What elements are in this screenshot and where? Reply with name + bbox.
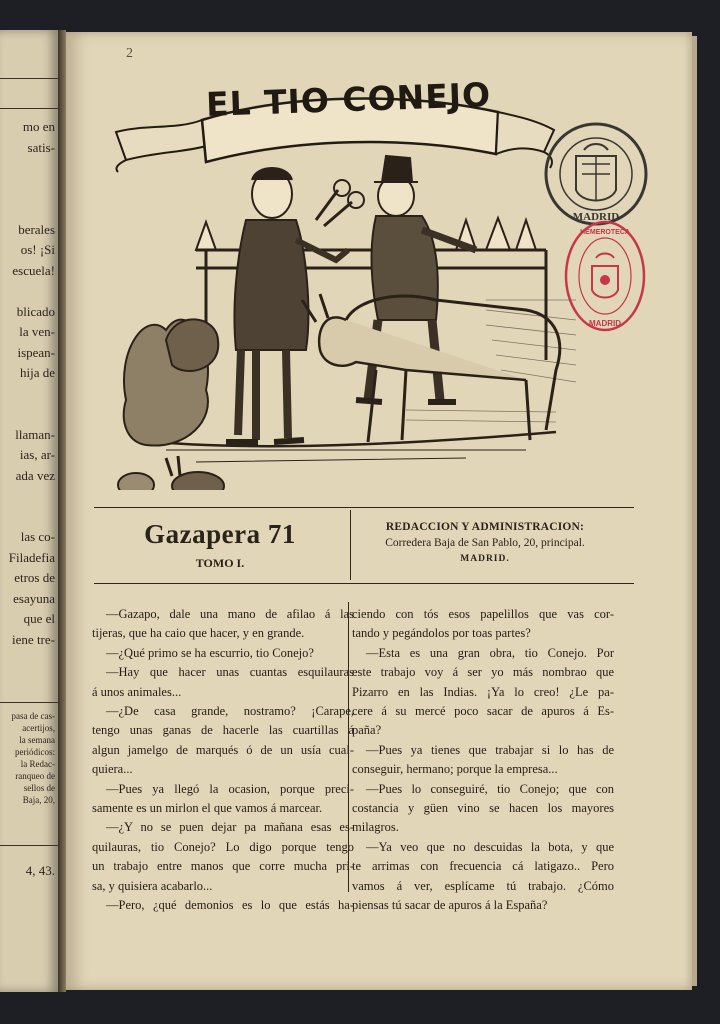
article-line: tengo unas ganas de hacerle las cuartillas á [92,723,354,738]
masthead-title: EL TIO CONEJO [205,75,492,124]
left-page-line: os! ¡Si [20,242,55,257]
left-page-line: iene tre- [12,631,55,647]
left-page-line: esayuna [13,590,55,606]
header-top-rule [94,507,634,508]
left-page-line: que el [23,611,55,626]
left-page-rule [0,702,58,703]
article-line: tijeras, que ha caio que hacer, y en grande. [92,626,305,641]
left-page-line: escuela! [12,262,55,278]
article-line: vamos á ver, esplícame tú trabajo. ¿Cómo [352,878,614,893]
article-line: á unos animales... [92,684,182,699]
left-page-small-line: la semana [19,735,55,745]
article-line: sa, y quisiera acabarlo... [92,878,213,893]
left-page-line: hija de [19,365,55,380]
page-edge [692,36,697,986]
article-line: costancia y güen vino se hacen los mayores [352,801,614,816]
article-line: —¿Qué primo se ha escurrio, tio Conejo? [106,645,314,660]
article-line: Pizarro en las Indias. ¡Ya lo creo! ¿Le pa- [352,684,614,699]
left-page-line: blicado [16,303,55,319]
header-divider [350,510,351,580]
illustration-engraving [106,150,586,490]
article-line: samente es un mirlon el que vamos á marcear. [92,801,323,816]
article-line: —¿Y no se puen dejar pa mañana esas es- [106,820,354,835]
newspaper-page [66,32,692,990]
article-line: —Pues lo conseguiré, tio Conejo; que con [366,781,614,796]
left-page-line: etros de [14,570,55,585]
page-number: 2 [126,46,133,61]
article-line: un trabajo entre manos que corre mucha pri- [92,859,354,874]
article-line: —Hay que hacer unas cuantas esquilauras [106,665,354,680]
article-line: —Pues ya llegó la ocasion, porque preci- [106,781,354,796]
left-page-line: las co- [20,529,55,544]
article-line: piensas tú sacar de apuros á la España? [352,898,548,913]
article-line: algun jamelgo de marqués ó de un usía cual- [92,742,354,757]
article-line: tando y pegándolos por toas partes? [352,626,531,641]
svg-text:MADRID: MADRID [572,211,620,223]
left-page-line: llaman- [15,426,55,442]
article-line: —Esta es una gran obra, tio Conejo. Por [366,645,614,660]
tomo-label: TOMO I. [195,556,245,570]
header-bottom-rule [94,583,634,584]
article-column-left [92,605,354,916]
article-line: —Ya veo que no descuidas la bota, y que [366,839,614,854]
left-page-line: Filadefia [8,549,55,565]
article-line: —Gazapo, dale una mano de afilao á las [106,607,354,621]
left-page-small-line: sellos de [23,783,55,793]
left-page-rule [0,78,58,79]
left-page-footer: 4, 43. [25,863,55,878]
left-page-small-line: acertijos, [22,723,55,733]
postage-stamp-seal [540,120,652,228]
article-line: cere á su mercé poco sacar de apuros á Es- [352,704,614,719]
redaccion-address: Corredera Baja de San Pablo, 20, principal. [385,537,585,549]
article-line: quiera... [92,762,133,777]
redaccion-heading: REDACCION Y ADMINISTRACION: [385,521,585,533]
article-line: paña? [352,723,382,738]
article-line: —Pues ya tienes que trabajar si lo has de [366,742,614,757]
article-line: milagros. [352,820,399,835]
column-divider [348,602,349,892]
hemeroteca-stamp [562,218,648,334]
left-page-edge [0,30,58,992]
article-line: te arrimas con frecuencia cá latigazo.. Pero [352,859,614,874]
article-line: quilauras, tio Conejo? Lo digo porque tengo [92,839,354,854]
left-page-line: berales [18,221,55,237]
article-line: ciendo con tós esos papelillos que vas cor- [352,607,614,621]
article-line: este trabajo voy á ser yo más nombrao que [352,665,614,680]
redaccion-city: MADRID. [460,554,510,564]
book-gutter [58,30,66,992]
article-line: —¿De casa grande, nostramo? ¡Carape, [106,704,354,719]
left-page-small-line: Baja, 20, [22,795,55,805]
left-page-small-line: ranqueo de [15,771,55,781]
left-page-small-line: la Redac- [20,759,55,769]
article-line: —Pero, ¿qué demonios es lo que estás ha- [106,898,354,913]
issue-title: Gazapera 71 [144,519,296,549]
left-page-rule [0,108,58,109]
redaccion-block [360,521,610,564]
left-page-line: ada vez [15,467,55,483]
left-page-line: ispean- [17,344,55,360]
left-page-line: la ven- [19,324,55,339]
left-page-rule [0,845,58,846]
left-page-line: satis- [27,139,55,155]
article-column-right [352,605,614,916]
left-page-small-line: periódicos: [15,747,55,757]
article-line: conseguir, hermano; porque la empresa... [352,762,558,777]
left-page-line: ias, ar- [19,447,55,462]
svg-text:HEMEROTECA: HEMEROTECA [580,229,630,236]
left-page-small-line: pasa de cas- [11,711,55,721]
svg-text:MADRID: MADRID [589,319,621,328]
left-page-line: mo en [22,119,55,134]
